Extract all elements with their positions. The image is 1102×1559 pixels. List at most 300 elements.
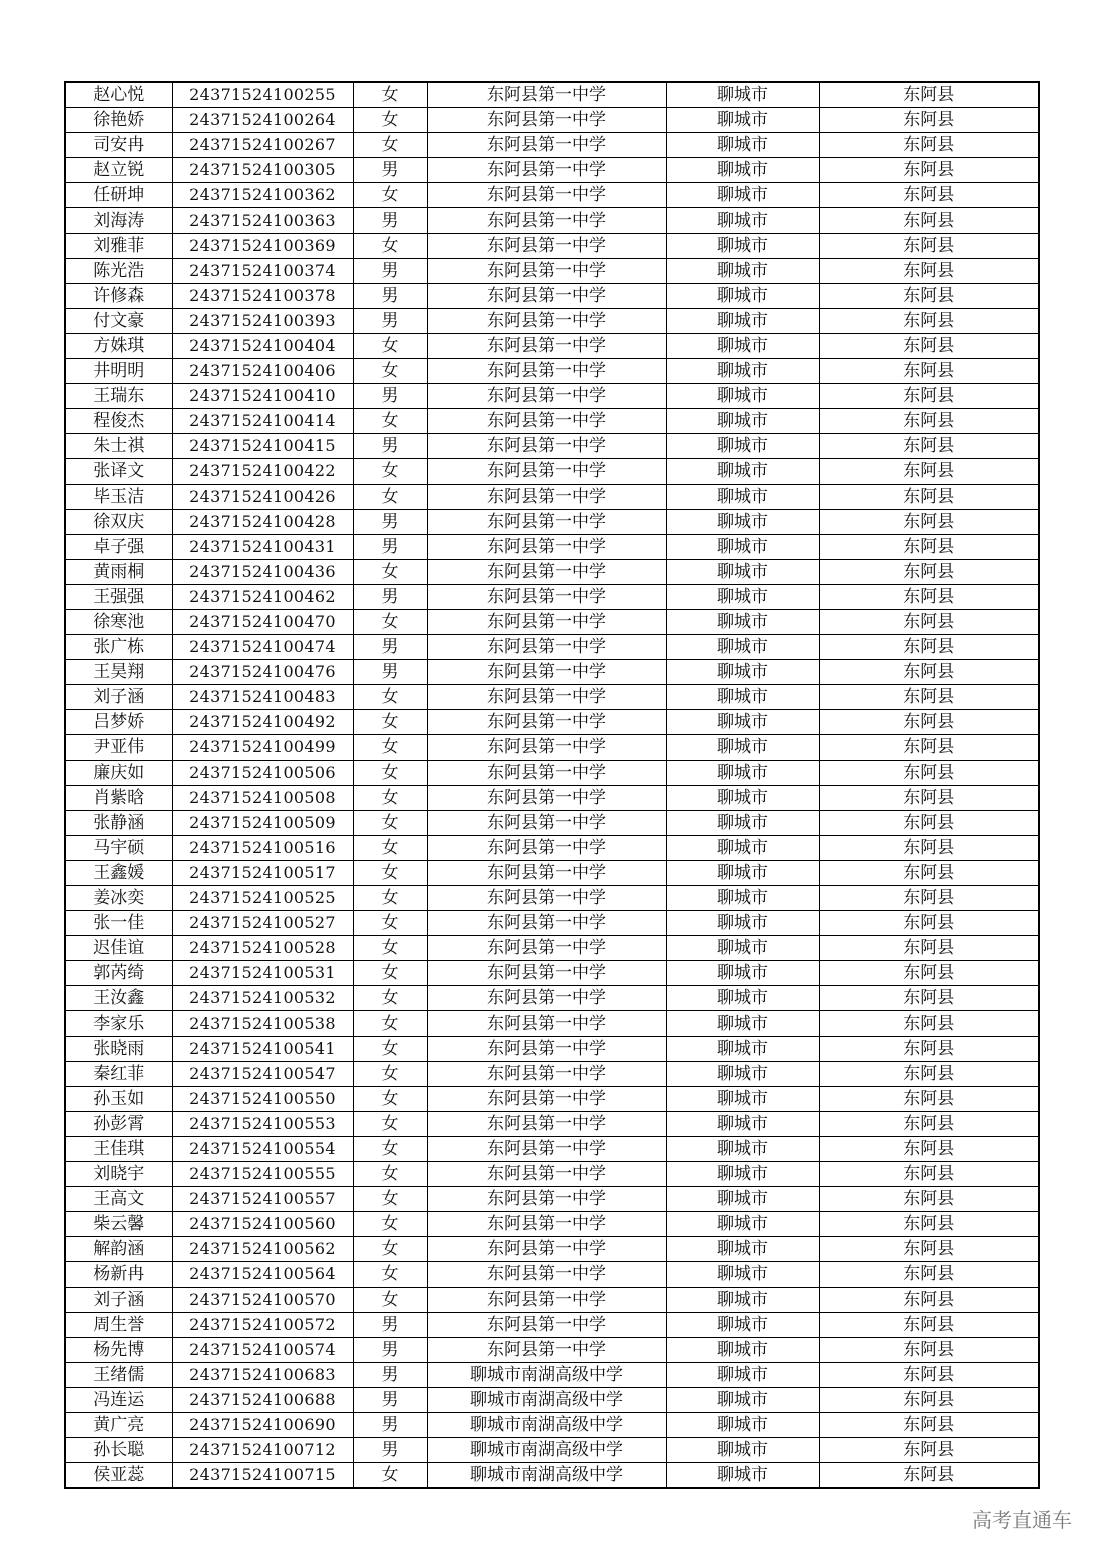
table-row [65, 283, 1039, 308]
name-cell: 尹亚伟 [65, 735, 172, 760]
name-cell: 徐双庆 [65, 509, 172, 534]
city-cell: 聊城市 [666, 1387, 819, 1412]
exam-id-cell: 24371524100683 [172, 1362, 353, 1387]
exam-id-cell: 24371524100415 [172, 434, 353, 459]
city-cell: 聊城市 [666, 911, 819, 936]
gender-cell: 男 [353, 660, 427, 685]
school-cell: 东阿县第一中学 [427, 534, 666, 559]
exam-id-cell: 24371524100492 [172, 710, 353, 735]
school-cell: 东阿县第一中学 [427, 660, 666, 685]
table-row [65, 333, 1039, 358]
name-cell: 王昊翔 [65, 660, 172, 685]
table-row [65, 308, 1039, 333]
gender-cell: 女 [353, 133, 427, 158]
table-row [65, 409, 1039, 434]
exam-id-cell: 24371524100564 [172, 1262, 353, 1287]
gender-cell: 女 [353, 1111, 427, 1136]
county-cell: 东阿县 [819, 835, 1039, 860]
county-cell: 东阿县 [819, 1412, 1039, 1437]
table-row [65, 710, 1039, 735]
gender-cell: 女 [353, 1136, 427, 1161]
county-cell: 东阿县 [819, 1463, 1039, 1489]
county-cell: 东阿县 [819, 584, 1039, 609]
name-cell: 黄雨桐 [65, 559, 172, 584]
school-cell: 东阿县第一中学 [427, 183, 666, 208]
city-cell: 聊城市 [666, 1438, 819, 1463]
city-cell: 聊城市 [666, 1036, 819, 1061]
city-cell: 聊城市 [666, 82, 819, 108]
school-cell: 东阿县第一中学 [427, 961, 666, 986]
table-row [65, 1362, 1039, 1387]
name-cell: 刘子涵 [65, 685, 172, 710]
table-row [65, 886, 1039, 911]
school-cell: 东阿县第一中学 [427, 308, 666, 333]
city-cell: 聊城市 [666, 1011, 819, 1036]
city-cell: 聊城市 [666, 835, 819, 860]
table-row [65, 860, 1039, 885]
school-cell: 东阿县第一中学 [427, 158, 666, 183]
name-cell: 王鑫媛 [65, 860, 172, 885]
school-cell: 东阿县第一中学 [427, 584, 666, 609]
gender-cell: 女 [353, 1011, 427, 1036]
exam-id-cell: 24371524100712 [172, 1438, 353, 1463]
gender-cell: 男 [353, 283, 427, 308]
city-cell: 聊城市 [666, 1212, 819, 1237]
school-cell: 东阿县第一中学 [427, 1162, 666, 1187]
gender-cell: 女 [353, 1036, 427, 1061]
name-cell: 孙玉如 [65, 1086, 172, 1111]
school-cell: 东阿县第一中学 [427, 1312, 666, 1337]
exam-id-cell: 24371524100422 [172, 459, 353, 484]
name-cell: 毕玉洁 [65, 484, 172, 509]
table-row [65, 911, 1039, 936]
name-cell: 赵心悦 [65, 82, 172, 108]
table-row [65, 1212, 1039, 1237]
school-cell: 东阿县第一中学 [427, 886, 666, 911]
city-cell: 聊城市 [666, 710, 819, 735]
gender-cell: 男 [353, 434, 427, 459]
school-cell: 东阿县第一中学 [427, 1337, 666, 1362]
school-cell: 东阿县第一中学 [427, 1011, 666, 1036]
city-cell: 聊城市 [666, 961, 819, 986]
county-cell: 东阿县 [819, 484, 1039, 509]
exam-id-cell: 24371524100305 [172, 158, 353, 183]
school-cell: 东阿县第一中学 [427, 1086, 666, 1111]
name-cell: 井明明 [65, 359, 172, 384]
table-row [65, 1387, 1039, 1412]
gender-cell: 女 [353, 911, 427, 936]
table-row [65, 534, 1039, 559]
exam-id-cell: 24371524100470 [172, 609, 353, 634]
city-cell: 聊城市 [666, 208, 819, 233]
gender-cell: 女 [353, 860, 427, 885]
exam-id-cell: 24371524100374 [172, 258, 353, 283]
county-cell: 东阿县 [819, 886, 1039, 911]
school-cell: 东阿县第一中学 [427, 509, 666, 534]
exam-id-cell: 24371524100550 [172, 1086, 353, 1111]
gender-cell: 女 [353, 810, 427, 835]
gender-cell: 女 [353, 333, 427, 358]
county-cell: 东阿县 [819, 1438, 1039, 1463]
county-cell: 东阿县 [819, 735, 1039, 760]
table-row [65, 509, 1039, 534]
name-cell: 任研坤 [65, 183, 172, 208]
county-cell: 东阿县 [819, 1312, 1039, 1337]
school-cell: 东阿县第一中学 [427, 735, 666, 760]
city-cell: 聊城市 [666, 384, 819, 409]
name-cell: 程俊杰 [65, 409, 172, 434]
student-roster-table [64, 81, 1040, 1489]
exam-id-cell: 24371524100532 [172, 986, 353, 1011]
school-cell: 东阿县第一中学 [427, 233, 666, 258]
school-cell: 东阿县第一中学 [427, 1187, 666, 1212]
gender-cell: 女 [353, 459, 427, 484]
gender-cell: 女 [353, 961, 427, 986]
table-row [65, 1463, 1039, 1489]
gender-cell: 男 [353, 208, 427, 233]
exam-id-cell: 24371524100428 [172, 509, 353, 534]
school-cell: 东阿县第一中学 [427, 810, 666, 835]
exam-id-cell: 24371524100553 [172, 1111, 353, 1136]
county-cell: 东阿县 [819, 509, 1039, 534]
gender-cell: 女 [353, 1187, 427, 1212]
exam-id-cell: 24371524100369 [172, 233, 353, 258]
gender-cell: 男 [353, 384, 427, 409]
county-cell: 东阿县 [819, 559, 1039, 584]
watermark: 高考直通车 [972, 1508, 1072, 1532]
exam-id-cell: 24371524100562 [172, 1237, 353, 1262]
county-cell: 东阿县 [819, 133, 1039, 158]
exam-id-cell: 24371524100267 [172, 133, 353, 158]
gender-cell: 女 [353, 1212, 427, 1237]
city-cell: 聊城市 [666, 685, 819, 710]
school-cell: 东阿县第一中学 [427, 1136, 666, 1161]
county-cell: 东阿县 [819, 785, 1039, 810]
name-cell: 徐寒池 [65, 609, 172, 634]
gender-cell: 女 [353, 710, 427, 735]
county-cell: 东阿县 [819, 359, 1039, 384]
table-row [65, 459, 1039, 484]
table-row [65, 384, 1039, 409]
county-cell: 东阿县 [819, 158, 1039, 183]
county-cell: 东阿县 [819, 1111, 1039, 1136]
name-cell: 解韵涵 [65, 1237, 172, 1262]
name-cell: 方姝琪 [65, 333, 172, 358]
school-cell: 东阿县第一中学 [427, 82, 666, 108]
city-cell: 聊城市 [666, 158, 819, 183]
county-cell: 东阿县 [819, 208, 1039, 233]
gender-cell: 女 [353, 1162, 427, 1187]
gender-cell: 女 [353, 685, 427, 710]
name-cell: 周生誉 [65, 1312, 172, 1337]
school-cell: 东阿县第一中学 [427, 133, 666, 158]
school-cell: 聊城市南湖高级中学 [427, 1438, 666, 1463]
county-cell: 东阿县 [819, 459, 1039, 484]
name-cell: 朱士祺 [65, 434, 172, 459]
city-cell: 聊城市 [666, 660, 819, 685]
name-cell: 王强强 [65, 584, 172, 609]
table-row [65, 434, 1039, 459]
name-cell: 张静涵 [65, 810, 172, 835]
county-cell: 东阿县 [819, 1237, 1039, 1262]
city-cell: 聊城市 [666, 534, 819, 559]
gender-cell: 女 [353, 484, 427, 509]
city-cell: 聊城市 [666, 283, 819, 308]
gender-cell: 女 [353, 936, 427, 961]
exam-id-cell: 24371524100538 [172, 1011, 353, 1036]
name-cell: 许修森 [65, 283, 172, 308]
city-cell: 聊城市 [666, 1162, 819, 1187]
county-cell: 东阿县 [819, 1362, 1039, 1387]
school-cell: 东阿县第一中学 [427, 1212, 666, 1237]
name-cell: 刘雅菲 [65, 233, 172, 258]
school-cell: 东阿县第一中学 [427, 459, 666, 484]
table-row [65, 258, 1039, 283]
gender-cell: 女 [353, 760, 427, 785]
city-cell: 聊城市 [666, 183, 819, 208]
city-cell: 聊城市 [666, 1086, 819, 1111]
gender-cell: 男 [353, 1362, 427, 1387]
exam-id-cell: 24371524100362 [172, 183, 353, 208]
school-cell: 东阿县第一中学 [427, 208, 666, 233]
gender-cell: 女 [353, 359, 427, 384]
gender-cell: 女 [353, 409, 427, 434]
gender-cell: 女 [353, 1463, 427, 1489]
school-cell: 东阿县第一中学 [427, 609, 666, 634]
table-row [65, 609, 1039, 634]
table-row [65, 1412, 1039, 1437]
school-cell: 东阿县第一中学 [427, 1287, 666, 1312]
county-cell: 东阿县 [819, 685, 1039, 710]
exam-id-cell: 24371524100557 [172, 1187, 353, 1212]
table-row [65, 584, 1039, 609]
table-row [65, 1011, 1039, 1036]
school-cell: 东阿县第一中学 [427, 936, 666, 961]
county-cell: 东阿县 [819, 1387, 1039, 1412]
gender-cell: 男 [353, 158, 427, 183]
name-cell: 付文豪 [65, 308, 172, 333]
county-cell: 东阿县 [819, 333, 1039, 358]
gender-cell: 男 [353, 584, 427, 609]
table-row [65, 484, 1039, 509]
table-row [65, 1237, 1039, 1262]
exam-id-cell: 24371524100555 [172, 1162, 353, 1187]
county-cell: 东阿县 [819, 961, 1039, 986]
name-cell: 赵立锐 [65, 158, 172, 183]
school-cell: 东阿县第一中学 [427, 685, 666, 710]
table-row [65, 233, 1039, 258]
school-cell: 东阿县第一中学 [427, 710, 666, 735]
school-cell: 东阿县第一中学 [427, 1036, 666, 1061]
school-cell: 东阿县第一中学 [427, 484, 666, 509]
county-cell: 东阿县 [819, 1011, 1039, 1036]
gender-cell: 男 [353, 258, 427, 283]
table-row [65, 1438, 1039, 1463]
gender-cell: 女 [353, 82, 427, 108]
table-row [65, 835, 1039, 860]
name-cell: 司安冉 [65, 133, 172, 158]
county-cell: 东阿县 [819, 1061, 1039, 1086]
city-cell: 聊城市 [666, 509, 819, 534]
name-cell: 王绪儒 [65, 1362, 172, 1387]
gender-cell: 男 [353, 534, 427, 559]
county-cell: 东阿县 [819, 1287, 1039, 1312]
county-cell: 东阿县 [819, 911, 1039, 936]
city-cell: 聊城市 [666, 258, 819, 283]
gender-cell: 女 [353, 183, 427, 208]
table-row [65, 1111, 1039, 1136]
city-cell: 聊城市 [666, 1136, 819, 1161]
school-cell: 聊城市南湖高级中学 [427, 1463, 666, 1489]
exam-id-cell: 24371524100574 [172, 1337, 353, 1362]
exam-id-cell: 24371524100528 [172, 936, 353, 961]
county-cell: 东阿县 [819, 283, 1039, 308]
name-cell: 姜冰奕 [65, 886, 172, 911]
city-cell: 聊城市 [666, 609, 819, 634]
exam-id-cell: 24371524100426 [172, 484, 353, 509]
table-row [65, 785, 1039, 810]
exam-id-cell: 24371524100509 [172, 810, 353, 835]
county-cell: 东阿县 [819, 1086, 1039, 1111]
name-cell: 刘晓宇 [65, 1162, 172, 1187]
school-cell: 东阿县第一中学 [427, 1111, 666, 1136]
county-cell: 东阿县 [819, 1136, 1039, 1161]
table-row [65, 1136, 1039, 1161]
county-cell: 东阿县 [819, 936, 1039, 961]
gender-cell: 男 [353, 1312, 427, 1337]
school-cell: 东阿县第一中学 [427, 911, 666, 936]
city-cell: 聊城市 [666, 1262, 819, 1287]
exam-id-cell: 24371524100499 [172, 735, 353, 760]
school-cell: 东阿县第一中学 [427, 108, 666, 133]
county-cell: 东阿县 [819, 82, 1039, 108]
table-row [65, 961, 1039, 986]
city-cell: 聊城市 [666, 986, 819, 1011]
exam-id-cell: 24371524100572 [172, 1312, 353, 1337]
city-cell: 聊城市 [666, 860, 819, 885]
exam-id-cell: 24371524100527 [172, 911, 353, 936]
county-cell: 东阿县 [819, 760, 1039, 785]
gender-cell: 女 [353, 735, 427, 760]
county-cell: 东阿县 [819, 1337, 1039, 1362]
city-cell: 聊城市 [666, 760, 819, 785]
exam-id-cell: 24371524100517 [172, 860, 353, 885]
city-cell: 聊城市 [666, 233, 819, 258]
exam-id-cell: 24371524100431 [172, 534, 353, 559]
exam-id-cell: 24371524100378 [172, 283, 353, 308]
name-cell: 张晓雨 [65, 1036, 172, 1061]
gender-cell: 女 [353, 559, 427, 584]
county-cell: 东阿县 [819, 710, 1039, 735]
exam-id-cell: 24371524100560 [172, 1212, 353, 1237]
gender-cell: 女 [353, 233, 427, 258]
gender-cell: 女 [353, 1061, 427, 1086]
exam-id-cell: 24371524100506 [172, 760, 353, 785]
table-row [65, 1061, 1039, 1086]
table-row [65, 1086, 1039, 1111]
county-cell: 东阿县 [819, 183, 1039, 208]
table-row [65, 735, 1039, 760]
city-cell: 聊城市 [666, 1463, 819, 1489]
gender-cell: 男 [353, 1412, 427, 1437]
county-cell: 东阿县 [819, 635, 1039, 660]
county-cell: 东阿县 [819, 609, 1039, 634]
county-cell: 东阿县 [819, 660, 1039, 685]
city-cell: 聊城市 [666, 434, 819, 459]
exam-id-cell: 24371524100404 [172, 333, 353, 358]
exam-id-cell: 24371524100690 [172, 1412, 353, 1437]
county-cell: 东阿县 [819, 986, 1039, 1011]
exam-id-cell: 24371524100715 [172, 1463, 353, 1489]
exam-id-cell: 24371524100462 [172, 584, 353, 609]
table-row [65, 1162, 1039, 1187]
exam-id-cell: 24371524100570 [172, 1287, 353, 1312]
exam-id-cell: 24371524100554 [172, 1136, 353, 1161]
gender-cell: 男 [353, 308, 427, 333]
name-cell: 张译文 [65, 459, 172, 484]
gender-cell: 女 [353, 785, 427, 810]
name-cell: 冯连运 [65, 1387, 172, 1412]
table-row [65, 1337, 1039, 1362]
exam-id-cell: 24371524100547 [172, 1061, 353, 1086]
school-cell: 聊城市南湖高级中学 [427, 1387, 666, 1412]
exam-id-cell: 24371524100264 [172, 108, 353, 133]
gender-cell: 女 [353, 1086, 427, 1111]
gender-cell: 女 [353, 609, 427, 634]
school-cell: 东阿县第一中学 [427, 409, 666, 434]
name-cell: 秦红菲 [65, 1061, 172, 1086]
name-cell: 侯亚蕊 [65, 1463, 172, 1489]
school-cell: 东阿县第一中学 [427, 635, 666, 660]
county-cell: 东阿县 [819, 860, 1039, 885]
exam-id-cell: 24371524100476 [172, 660, 353, 685]
county-cell: 东阿县 [819, 1262, 1039, 1287]
city-cell: 聊城市 [666, 1061, 819, 1086]
name-cell: 李家乐 [65, 1011, 172, 1036]
county-cell: 东阿县 [819, 384, 1039, 409]
table-row [65, 183, 1039, 208]
gender-cell: 女 [353, 1237, 427, 1262]
school-cell: 东阿县第一中学 [427, 434, 666, 459]
exam-id-cell: 24371524100363 [172, 208, 353, 233]
exam-id-cell: 24371524100414 [172, 409, 353, 434]
school-cell: 东阿县第一中学 [427, 384, 666, 409]
city-cell: 聊城市 [666, 1362, 819, 1387]
table-row [65, 108, 1039, 133]
city-cell: 聊城市 [666, 559, 819, 584]
gender-cell: 男 [353, 509, 427, 534]
table-row [65, 359, 1039, 384]
name-cell: 刘子涵 [65, 1287, 172, 1312]
gender-cell: 女 [353, 1287, 427, 1312]
table-row [65, 986, 1039, 1011]
exam-id-cell: 24371524100410 [172, 384, 353, 409]
exam-id-cell: 24371524100393 [172, 308, 353, 333]
school-cell: 东阿县第一中学 [427, 835, 666, 860]
exam-id-cell: 24371524100406 [172, 359, 353, 384]
school-cell: 东阿县第一中学 [427, 258, 666, 283]
city-cell: 聊城市 [666, 1412, 819, 1437]
table-row [65, 1187, 1039, 1212]
table-row [65, 760, 1039, 785]
gender-cell: 女 [353, 1262, 427, 1287]
county-cell: 东阿县 [819, 308, 1039, 333]
name-cell: 肖紫晗 [65, 785, 172, 810]
table-row [65, 208, 1039, 233]
name-cell: 孙彭霄 [65, 1111, 172, 1136]
gender-cell: 女 [353, 108, 427, 133]
name-cell: 张一佳 [65, 911, 172, 936]
